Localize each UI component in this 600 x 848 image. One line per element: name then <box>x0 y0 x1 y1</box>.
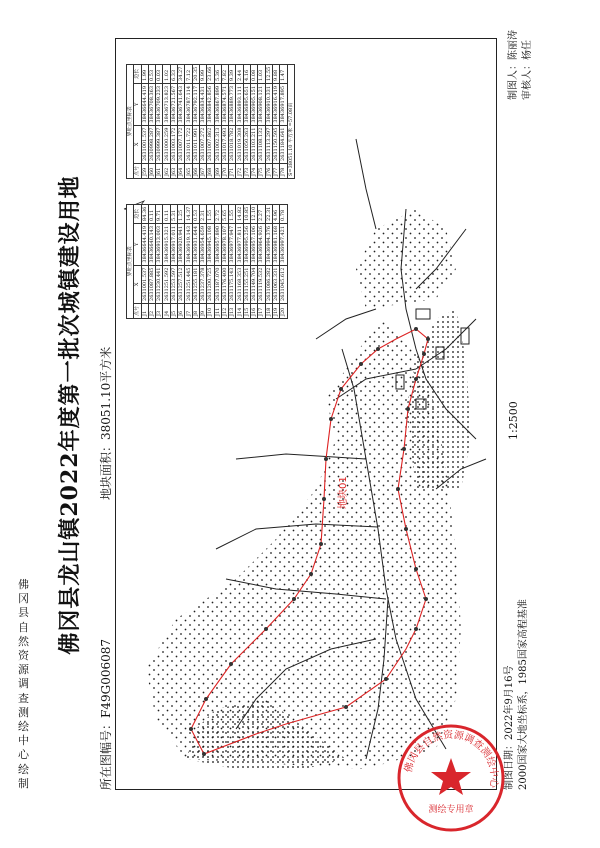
table-cell: 2631251.592 <box>163 265 170 303</box>
table-cell: 7.82 <box>221 64 228 83</box>
table-row <box>221 64 228 178</box>
table-row <box>163 204 170 318</box>
table-cell: 1.25 <box>178 204 185 223</box>
table-row <box>265 204 272 318</box>
table-cell: 0.03 <box>156 64 163 83</box>
table-cell: J8 <box>192 303 199 318</box>
table-cell: J78 <box>280 163 287 178</box>
table-cell: J71 <box>229 163 236 178</box>
table-row <box>192 64 199 178</box>
table-cell: 38436978.107 <box>221 223 228 265</box>
table-cell: 2631063.331 <box>272 265 279 303</box>
table-cell: 38436977.947 <box>229 223 236 265</box>
table-cell: 2631253.597 <box>170 265 177 303</box>
table-cell: 38436644.419 <box>141 83 148 125</box>
table-cell: 34.27 <box>178 64 185 83</box>
table-cell: 2631230.441 <box>156 265 163 303</box>
table-cell: J72 <box>236 163 243 178</box>
table-row <box>163 64 170 178</box>
table-cell: 38436994.376 <box>265 223 272 265</box>
table-cell: J9 <box>199 303 206 318</box>
table-cell: 38436997.421 <box>280 223 287 265</box>
table-cell: 0.08 <box>251 64 258 83</box>
table-cell: 38436908.121 <box>258 83 265 125</box>
table-cell: 9.39 <box>229 64 236 83</box>
table-cell: J3 <box>156 303 163 318</box>
table-cell: 0.53 <box>192 204 199 223</box>
table-cell: J7 <box>185 303 192 318</box>
map-frame <box>115 38 497 790</box>
checker: 审核人：杨任 <box>522 40 533 100</box>
table-cell: 7.12 <box>185 64 192 83</box>
table-cell: J61 <box>156 163 163 178</box>
table-cell: 2631001.537 <box>141 125 148 163</box>
table-cell: 5.36 <box>214 64 221 83</box>
table-cell: J4 <box>163 303 170 318</box>
table-cell: 2631187.070 <box>214 265 221 303</box>
table-cell: 0.53 <box>148 64 155 83</box>
table-row <box>178 204 185 318</box>
sheet-number-value: F49G006087 <box>99 638 113 718</box>
table-cell: 0.78 <box>280 204 287 223</box>
table-cell: 2631168.353 <box>236 265 243 303</box>
table-row <box>156 64 163 178</box>
table-row <box>156 204 163 318</box>
table-cell: J70 <box>221 163 228 178</box>
table-row <box>170 204 177 318</box>
table-col-header: 边长 <box>134 64 141 83</box>
table-cell: J76 <box>265 163 272 178</box>
table-cell: J69 <box>214 163 221 178</box>
table-cell: 23.66 <box>207 64 214 83</box>
table-row <box>207 64 214 178</box>
table-cell: 38436945.108 <box>207 223 214 265</box>
table-cell: 2631255.181 <box>192 265 199 303</box>
seal-subtext: 测绘专用章 <box>428 805 474 815</box>
table-cell: 38436889.773 <box>229 83 236 125</box>
table-cell: 38436913.003 <box>156 223 163 265</box>
table-cell: J73 <box>243 163 250 178</box>
table-cell: 2631019.308 <box>236 125 243 163</box>
table-cell: 38436893.111 <box>236 83 243 125</box>
table-cell: 2.31 <box>199 204 206 223</box>
table-cell: 38436920.941 <box>178 223 185 265</box>
table-cell: 38436787.114 <box>185 83 192 125</box>
table-col-header: 点号 <box>134 163 141 178</box>
table-cell: 2631103.211 <box>251 125 258 163</box>
table-cell: J67 <box>199 163 206 178</box>
table-row <box>199 204 206 318</box>
table-cell: 38436644.419 <box>141 223 148 265</box>
table-cell: 2631003.172 <box>170 125 177 163</box>
table-cell: 2630999.387 <box>156 125 163 163</box>
table-cell: 2631007.862 <box>207 125 214 163</box>
table-cell: 38436874.571 <box>221 83 228 125</box>
table-col-header: 边长 <box>134 204 141 223</box>
table-cell: J5 <box>170 303 177 318</box>
sheet-number <box>97 639 114 790</box>
table-cell: 2631155.251 <box>243 265 250 303</box>
table-cell: 2631086.282 <box>265 265 272 303</box>
table-cell: 2631176.400 <box>221 265 228 303</box>
table-cell: J68 <box>207 163 214 178</box>
table-col-header: X <box>134 265 141 303</box>
table-cell: 38436981.168 <box>272 223 279 265</box>
table-row <box>148 204 155 318</box>
table-cell: 22.31 <box>265 204 272 223</box>
table-cell: 38436867.899 <box>214 83 221 125</box>
table-row <box>192 204 199 318</box>
table-cell: 2631175.143 <box>229 265 236 303</box>
table-header-2: 界址点坐标表 <box>127 64 134 178</box>
parcel-area-value: 38051.10平方米 <box>99 346 113 440</box>
table-cell: 38436792.117 <box>192 83 199 125</box>
maker: 制图人：陈丽涛 <box>508 30 519 100</box>
table-cell: 2.72 <box>214 204 221 223</box>
table-row <box>243 64 250 178</box>
table-row <box>148 64 155 178</box>
table-row <box>178 64 185 178</box>
table-cell: 38436957.106 <box>251 223 258 265</box>
table-cell: 38436708.363 <box>148 83 155 125</box>
table-cell: J62 <box>163 163 170 178</box>
table-cell: 2631257.512 <box>178 265 185 303</box>
table-cell: 10.85 <box>243 204 250 223</box>
table-cell: 2631113.297 <box>265 125 272 163</box>
table-cell: 9.99 <box>199 64 206 83</box>
table-cell: J75 <box>258 163 265 178</box>
seal-text: 佛冈县自然资源调查测绘中心 <box>403 729 500 789</box>
table-cell: J13 <box>229 303 236 318</box>
table-row <box>243 204 250 318</box>
table-cell: 14.37 <box>185 204 192 223</box>
table-cell: 2631119.532 <box>258 265 265 303</box>
table-cell: 38436916.419 <box>272 83 279 125</box>
table-cell: J12 <box>221 303 228 318</box>
table-cell: 2631149.704 <box>251 265 258 303</box>
table-cell: J10 <box>207 303 214 318</box>
table-row <box>199 64 206 178</box>
table-cell: J17 <box>258 303 265 318</box>
table-cell: 1.02 <box>163 64 170 83</box>
table-cell: J14 <box>236 303 243 318</box>
table-cell: 2631011.722 <box>185 125 192 163</box>
table-cell: 9.88 <box>272 64 279 83</box>
table-row <box>229 64 236 178</box>
table-cell: 2631108.132 <box>258 125 265 163</box>
table-cell: J66 <box>192 163 199 178</box>
table-cell: 38436842.856 <box>207 83 214 125</box>
table-cell: J60 <box>148 163 155 178</box>
table-cell: 84.36 <box>141 204 148 223</box>
table-cell: 1.55 <box>229 204 236 223</box>
table-cell: 4.16 <box>243 64 250 83</box>
map-title: 佛冈县龙山镇2022年度第一批次城镇建设用地 <box>57 175 83 655</box>
table-cell: 2.27 <box>258 204 265 223</box>
table-cell: 2631050.263 <box>243 125 250 163</box>
table-cell: J20 <box>280 303 287 318</box>
vegetation-area-3 <box>356 209 456 309</box>
table-cell: 2631000.259 <box>163 125 170 163</box>
table-cell: 2631017.493 <box>221 125 228 163</box>
table-row <box>185 64 192 178</box>
table-cell: 20.35 <box>192 64 199 83</box>
table-row <box>236 64 243 178</box>
coordinate-table-1 <box>126 204 288 319</box>
table-row <box>207 204 214 318</box>
official-seal-icon <box>395 722 507 834</box>
map-footer <box>503 599 531 790</box>
table-row <box>258 204 265 318</box>
table-col-header: 点号 <box>134 303 141 318</box>
table-cell: J77 <box>272 163 279 178</box>
table-cell: 38436957.890 <box>214 223 221 265</box>
table-cell: 5.65 <box>221 204 228 223</box>
table-cell: 2631150.595 <box>272 125 279 163</box>
table-row <box>258 64 265 178</box>
table-cell: 1.55 <box>207 204 214 223</box>
table-row <box>251 64 258 178</box>
table-cell: J2 <box>148 303 155 318</box>
table-col-header: Y <box>134 83 141 125</box>
table-cell: J18 <box>265 303 272 318</box>
table-row <box>251 204 258 318</box>
table-cell: J63 <box>170 163 177 178</box>
parcel-area <box>97 347 114 500</box>
table-cell: J6 <box>178 303 185 318</box>
table-cell: J59 <box>141 163 148 178</box>
table-row <box>185 204 192 318</box>
table-cell: 2631001.537 <box>141 265 148 303</box>
table-row <box>265 64 272 178</box>
table-cell: J16 <box>251 303 258 318</box>
table-cell: 38436834.431 <box>199 83 206 125</box>
table-cell: 12.55 <box>265 64 272 83</box>
made-date: 制图日期：2022年9月16号 <box>504 665 515 790</box>
coordinate-table-2 <box>126 64 295 179</box>
table-cell: 38436640.143 <box>148 223 155 265</box>
table-row <box>280 204 287 318</box>
table-cell: 2631200.725 <box>207 265 214 303</box>
table-cell: 5.31 <box>170 204 177 223</box>
table-cell: J19 <box>272 303 279 318</box>
table-cell: J65 <box>185 163 192 178</box>
table-cell: 38436917.895 <box>280 83 287 125</box>
maker-block <box>507 30 535 100</box>
table-row <box>272 204 279 318</box>
table-cell: 14.82 <box>236 204 243 223</box>
table-cell: 38436895.651 <box>243 83 250 125</box>
table-cell: 38436709.233 <box>156 83 163 125</box>
table-cell: 0.11 <box>163 204 170 223</box>
table-cell: 2631007.272 <box>199 125 206 163</box>
table-cell: 38436964.926 <box>258 223 265 265</box>
table-cell: 38436917.011 <box>170 223 177 265</box>
table-cell: 2631251.445 <box>185 265 192 303</box>
table-col-header: Y <box>134 223 141 265</box>
table-cell: 12.10 <box>251 204 258 223</box>
table-header: 界址点坐标表 <box>127 204 134 318</box>
table-cell: 1.03 <box>258 64 265 83</box>
table-cell: 2630998.287 <box>148 125 155 163</box>
table-cell: J15 <box>243 303 250 318</box>
table-row <box>221 204 228 318</box>
table-cell: 2631087.885 <box>148 265 155 303</box>
table-cell: J64 <box>178 163 185 178</box>
table-cell: 38436977.811 <box>236 223 243 265</box>
table-cell: 38436713.823 <box>163 83 170 125</box>
table-total: S=38051.10 平方米 =57.08亩 <box>287 64 294 178</box>
table-cell: 38436931.644 <box>192 223 199 265</box>
table-row <box>214 204 221 318</box>
table-cell: 38436915.321 <box>163 223 170 265</box>
table-col-header: X <box>134 125 141 163</box>
table-row <box>272 64 279 178</box>
map-scale: 1:2500 <box>507 401 520 440</box>
table-cell: 2631007.172 <box>178 125 185 163</box>
table-cell: 1.99 <box>141 64 148 83</box>
sheet-number-label: 所在图幅号： <box>99 717 113 790</box>
table-cell: 38436721.567 <box>170 83 177 125</box>
table-cell: 2.44 <box>236 64 243 83</box>
table-cell: 0.11 <box>148 204 155 223</box>
table-row <box>214 64 221 178</box>
parcel-area-label: 地块面积： <box>99 439 113 500</box>
table-cell: 2631002.313 <box>214 125 221 163</box>
table-cell: 2631018.782 <box>229 125 236 163</box>
table-row <box>141 64 148 178</box>
table-cell: J11 <box>214 303 221 318</box>
rotated-map-frame <box>45 30 545 800</box>
table-row <box>141 204 148 318</box>
coordinate-system: 2000国家大地坐标系，1985国家高程基准 <box>518 599 529 790</box>
table-cell: 38436741.643 <box>178 83 185 125</box>
table-cell: 6.33 <box>170 64 177 83</box>
table-cell: 2631011.991 <box>192 125 199 163</box>
table-cell: 38436905.151 <box>251 83 258 125</box>
table-cell: 38436954.659 <box>199 223 206 265</box>
table-cell: 9.71 <box>156 204 163 223</box>
table-row <box>236 204 243 318</box>
table-row <box>229 204 236 318</box>
parcel-label: 地块01 <box>338 476 349 509</box>
table-cell: 4.96 <box>272 204 279 223</box>
table-cell: J74 <box>251 163 258 178</box>
table-cell: 2631237.378 <box>199 265 206 303</box>
agency-vertical: 佛冈县自然资源调查测绘中心绘制 <box>18 578 29 790</box>
table-row <box>280 64 287 178</box>
seal-star-icon <box>431 758 471 795</box>
table-cell: 38436910.331 <box>265 83 272 125</box>
table-cell: 38436919.143 <box>185 223 192 265</box>
table-row <box>170 64 177 178</box>
table-cell: 2631045.612 <box>280 265 287 303</box>
table-cell: J1 <box>141 303 148 318</box>
table-cell: 2631184.641 <box>280 125 287 163</box>
table-cell: 1.47 <box>280 64 287 83</box>
table-cell: 38436995.256 <box>243 223 250 265</box>
